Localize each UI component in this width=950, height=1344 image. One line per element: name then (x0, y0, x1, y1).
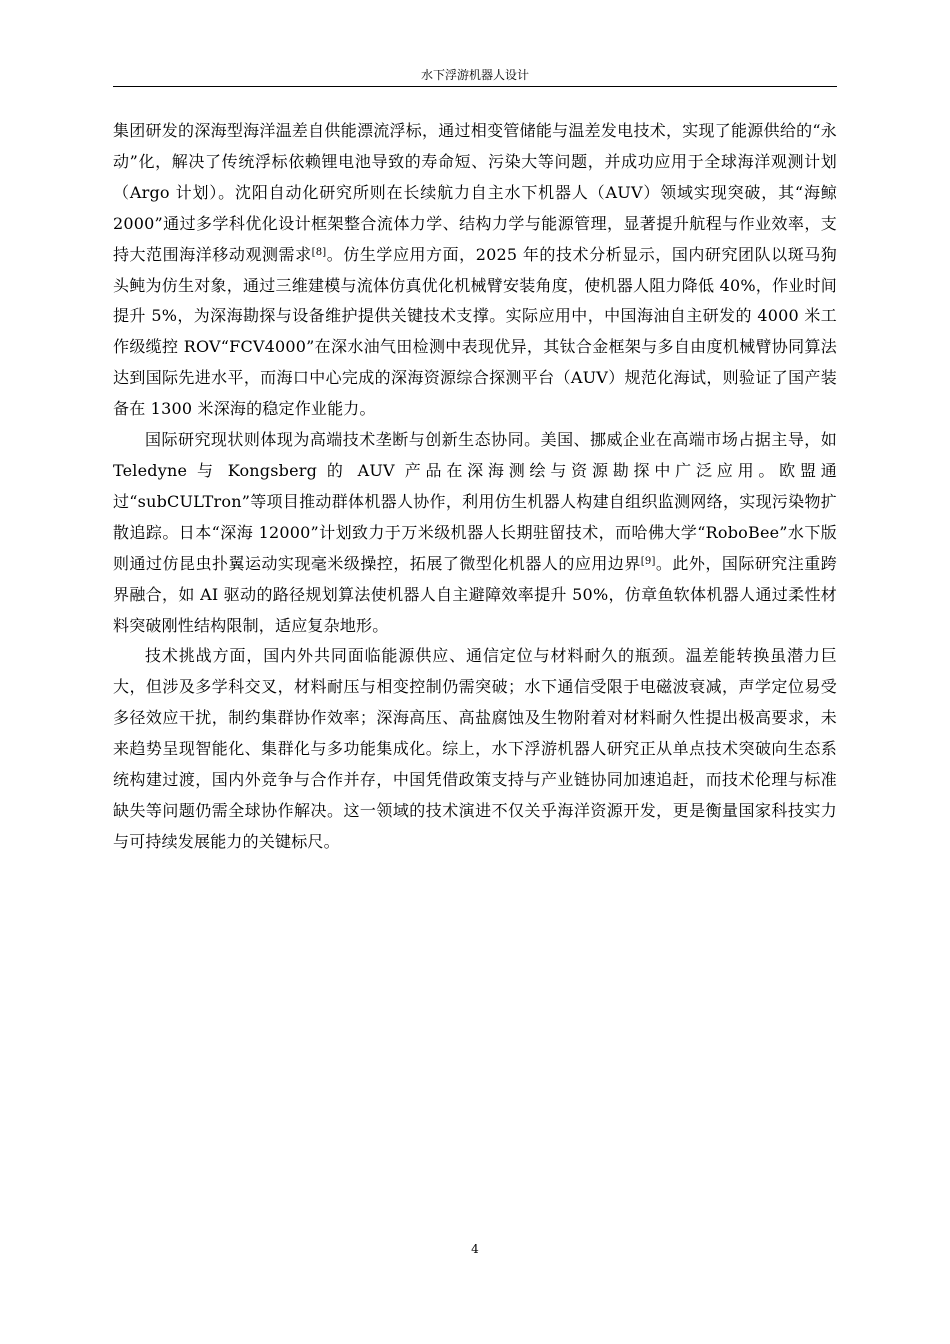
paragraph-text: 集团研发的深海型海洋温差自供能漂流浮标，通过相变管储能与温差发电技术，实现了能源供给的“永动”化，解决了传统浮标依赖锂电池导致的寿命短、污染大等问题，并成功应用于全球海洋观测计划（Argo 计划）。沈阳自动化研究所则在长续航力自主水下机器人（AUV）领域实现突破，其“海鲸 2000”通过多学科优化设计框架整合流体力学、结构力学与能源管理，显著提升航程与作业效率，支持大范围海洋移动观测需求 (113, 121, 837, 264)
body-text (113, 116, 837, 858)
paragraph-technical-challenges (113, 641, 837, 857)
paragraph-text: 技术挑战方面，国内外共同面临能源供应、通信定位与材料耐久的瓶颈。温差能转换虽潜力巨大，但涉及多学科交叉，材料耐压与相变控制仍需突破；水下通信受限于电磁波衰减，声学定位易受多径效应干扰，制约集群协作效率；深海高压、高盐腐蚀及生物附着对材料耐久性提出极高要求，未来趋势呈现智能化、集群化与多功能集成化。综上，水下浮游机器人研究正从单点技术突破向生态系统构建过渡，国内外竞争与合作并存，中国凭借政策支持与产业链协同加速追赶，而技术伦理与标准缺失等问题仍需全球协作解决。这一领域的技术演进不仅关乎海洋资源开发，更是衡量国家科技实力与可持续发展能力的关键标尺。 (113, 646, 837, 851)
paragraph-international-research (113, 425, 837, 641)
paragraph-text: 国际研究现状则体现为高端技术垄断与创新生态协同。美国、挪威企业在高端市场占据主导，如 Teledyne 与 Kongsberg 的 AUV 产品在深海测绘与资源勘探中广泛应用。欧盟通过“subCULTron”等项目推动群体机器人协作，利用仿生机器人构建自组织监测网络，实现污染物扩散追踪。日本“深海 12000”计划致力于万米级机器人长期驻留技术，而哈佛大学“RoboBee”水下版则通过仿昆虫扑翼运动实现毫米级操控，拓展了微型化机器人的应用边界 (113, 430, 837, 573)
page-number: 4 (471, 1242, 479, 1256)
paragraph-text: 。仿生学应用方面，2025 年的技术分析显示，国内研究团队以斑马狗头鲀为仿生对象，通过三维建模与流体仿真优化机械臂安装角度，使机器人阻力降低 40%，作业时间提升 5%，为深海勘探与设备维护提供关键技术支撑。实际应用中，中国海油自主研发的 4000 米工作级缆控 ROV“FCV4000”在深水油气田检测中表现优异，其钛合金框架与多自由度机械臂协同算法达到国际先进水平，而海口中心完成的深海资源综合探测平台（AUV）规范化海试，则验证了国产装备在 1300 米深海的稳定作业能力。 (113, 244, 837, 419)
citation-ref-8[interactable]: [8] (311, 246, 327, 258)
running-header-title: 水下浮游机器人设计 (420, 68, 529, 82)
paragraph-text: 。此外，国际研究注重跨界融合，如 AI 驱动的路径规划算法使机器人自主避障效率提升 50%，仿章鱼软体机器人通过柔性材料突破刚性结构限制，适应复杂地形。 (113, 553, 837, 635)
header-divider (113, 86, 837, 87)
paragraph-domestic-research (113, 116, 837, 425)
citation-ref-9[interactable]: [9] (640, 555, 656, 567)
